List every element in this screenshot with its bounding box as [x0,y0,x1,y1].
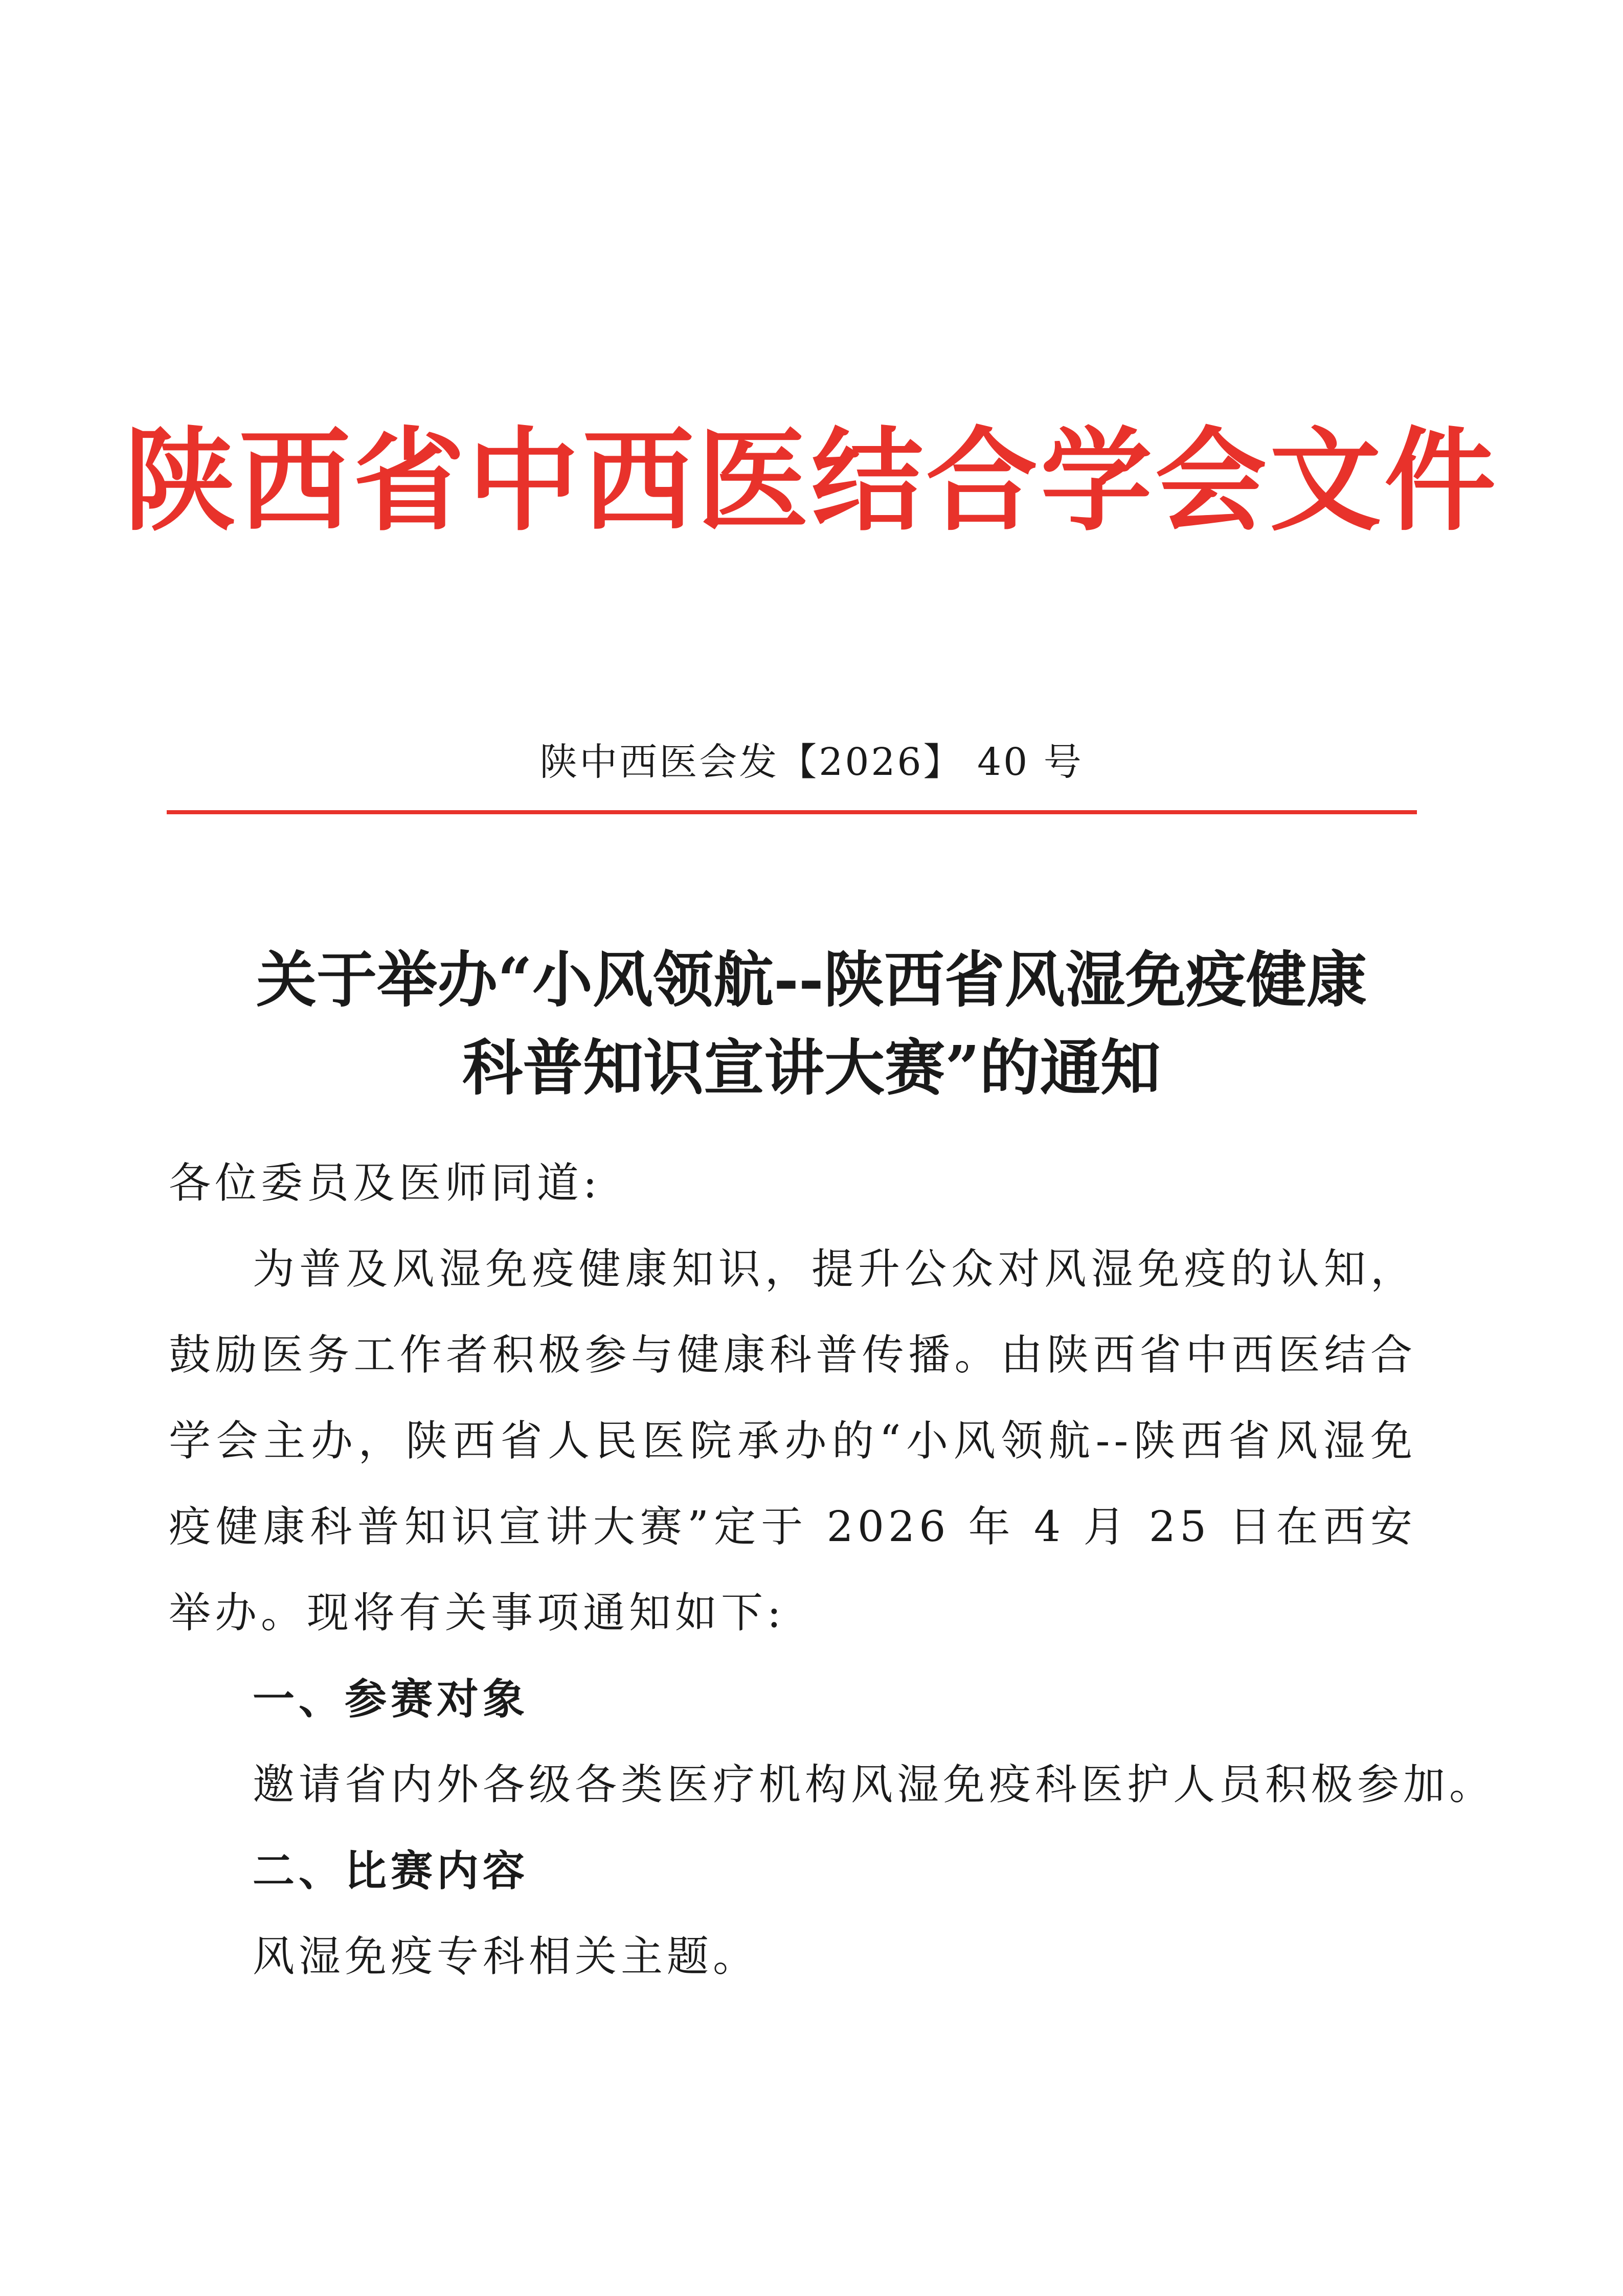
issuer-masthead: 陕西省中西医结合学会文件 [124,415,1499,546]
section-content-participants: 邀请省内外各级各类医疗机构风湿免疫科医护人员积极参加。 [253,1760,1496,1809]
notice-title-line-1: 关于举办“小风领航--陕西省风湿免疫健康 [256,944,1367,1015]
document-number: 陕中西医会发【2026】 40 号 [539,740,1084,784]
salutation: 各位委员及医师同道: [169,1159,601,1208]
section-heading-content: 二、比赛内容 [253,1846,529,1896]
section-heading-participants: 一、参赛对象 [253,1675,529,1724]
notice-title [0,936,1623,1112]
intro-paragraph: 为普及风湿免疫健康知识，提升公众对风湿免疫的认知，鼓励医务工作者积极参与健康科普传播。由陕西省中西医结合学会主办，陕西省人民医院承办的“小风领航--陕西省风湿免疫健康科普知识宣讲大赛”定于 2026 年 4 月 25 日在西安举办。现将有关事项通知如下: [169,1245,1416,1637]
notice-title-line-2: 科普知识宣讲大赛”的通知 [462,1032,1161,1103]
red-divider-line [167,810,1417,814]
notice-body [169,1141,1496,2000]
section-content-topic: 风湿免疫专科相关主题。 [253,1932,759,1981]
